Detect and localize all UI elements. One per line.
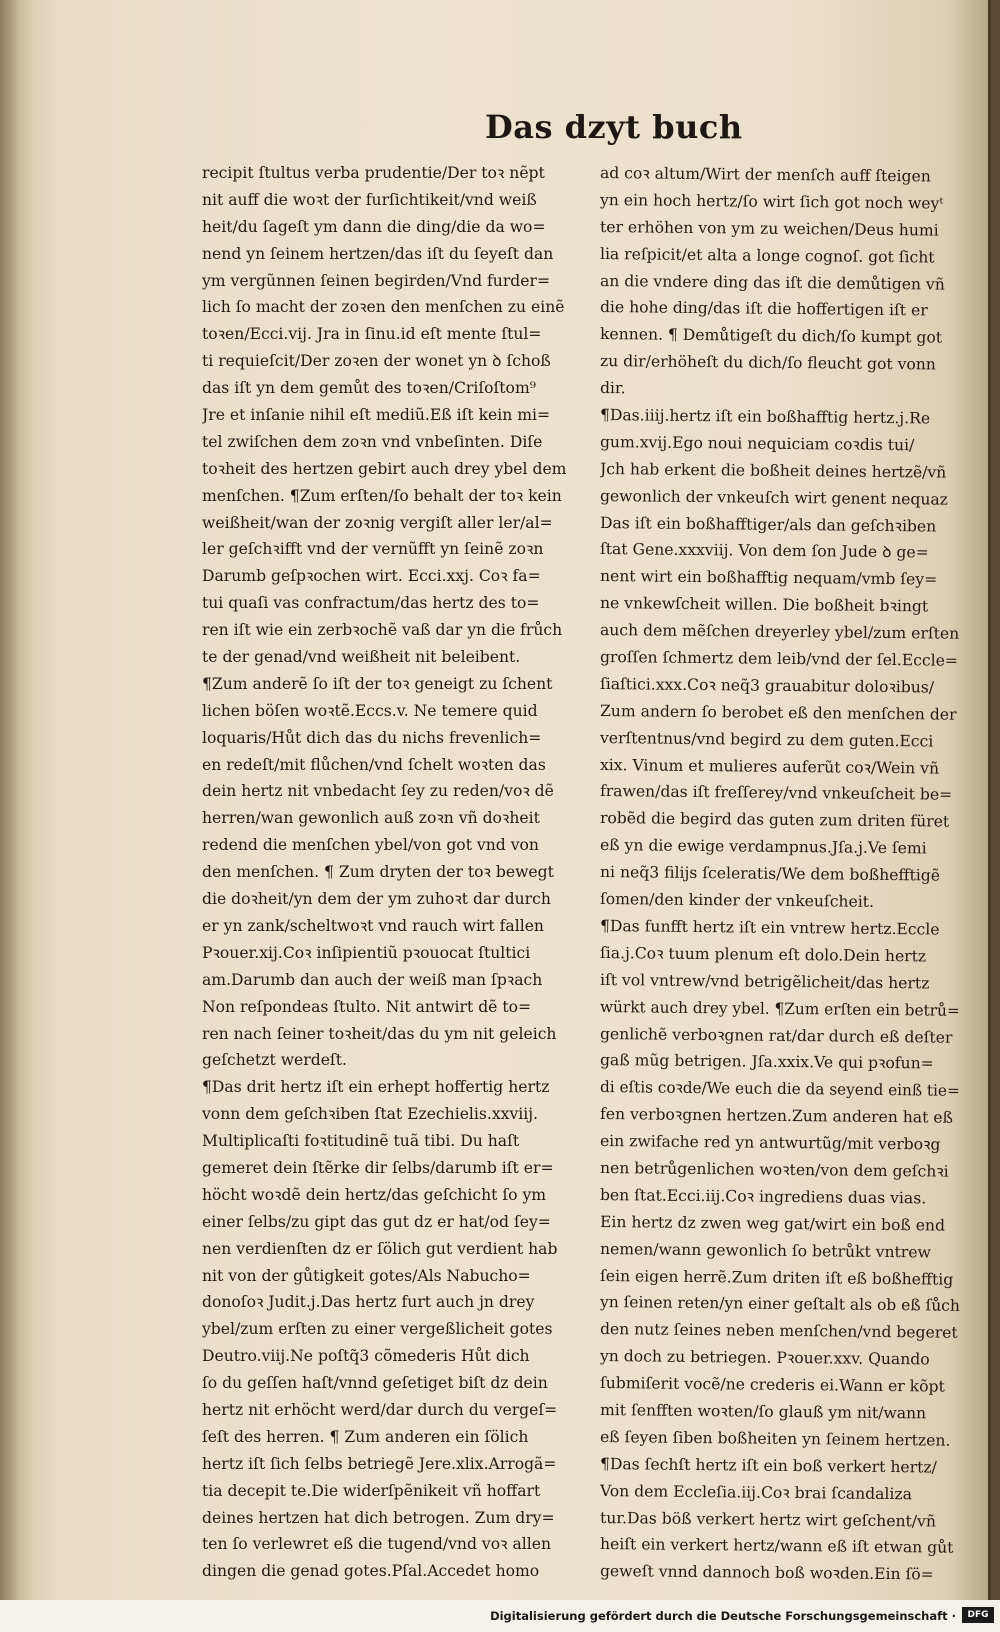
text-line: mit ſenfften woꝛten/ſo glauß ym nit/wann — [599, 1400, 927, 1423]
text-line: den nutz ſeines neben menſchen/vnd begeret — [599, 1320, 958, 1343]
text-line: höcht woꝛdẽ dein hertz/das geſchicht ſo ym — [202, 1185, 547, 1204]
text-line: ¶Das funfft hertz iſt ein vntrew hertz.Eccle — [599, 916, 940, 939]
text-line: ad coꝛ altum/Wirt der menſch auff ſteigen — [599, 164, 931, 186]
text-line: herren/wan gewonlich auß zoꝛn vñ doꝛheit — [202, 809, 540, 828]
text-line: ne vnkewſcheit willen. Die boßheit bꝛingt — [599, 594, 929, 616]
text-line: den menſchen. ¶ Zum dryten der toꝛ bewegt — [202, 863, 554, 882]
text-line: ſein eigen herrẽ.Zum driten iſt eß boßhefftig — [599, 1266, 954, 1289]
text-line: tia decepit te.Die widerſpẽnikeit vñ hoffart — [202, 1481, 541, 1500]
text-line: nit auff die woꝛt der furſichtikeit/vnd weiß — [202, 190, 537, 209]
text-line: dir. — [599, 379, 626, 398]
text-line: kennen. ¶ Demůtigeſt du dich/ſo kumpt got — [599, 325, 943, 347]
text-line: weißheit/wan der zoꝛnig vergiſt aller ler/al= — [202, 513, 553, 532]
text-line: ren nach ſeiner toꝛheit/das du ym nit geleich — [202, 1024, 557, 1043]
right-text-column — [600, 160, 960, 1585]
text-line: eß yn die ewige verdampnus.Jſa.j.Ve ſemi — [599, 836, 927, 858]
text-line: Non reſpondeas ſtulto. Nit antwirt dẽ to= — [202, 997, 532, 1016]
page-edge-shadow — [0, 0, 34, 1600]
text-line: ſiaſtici.xxx.Coꝛ neq̃3 grauabitur doloꝛibus/ — [599, 674, 935, 697]
text-line: dein hertz nit vnbedacht ſey zu reden/voꝛ dẽ — [202, 782, 554, 801]
text-line: tui quaſi vas confractum/das hertz des to= — [202, 594, 540, 613]
text-line: die doꝛheit/yn dem der ym zuhoꝛt dar durch — [202, 890, 551, 909]
text-line: gemeret dein ſtẽrke dir ſelbs/darumb iſt er= — [202, 1158, 554, 1177]
text-line: vonn dem geſchꝛiben ſtat Ezechielis.xxviij. — [202, 1105, 539, 1124]
text-line: Zum andern ſo berobet eß den menſchen der — [599, 701, 957, 724]
text-line: ein zwifache red yn antwurtũg/mit verboꝛg — [599, 1132, 941, 1154]
text-line: ler geſchꝛifft vnd der vernũfft yn ſeinẽ zoꝛn — [202, 540, 544, 559]
text-line: gewonlich der vnkeuſch wirt genent nequaz — [599, 486, 949, 509]
text-line: redend die menſchen ybel/von got vnd von — [202, 836, 539, 855]
text-line: ¶Zum anderẽ ſo iſt der toꝛ geneigt zu ſchent — [202, 674, 553, 693]
text-line: Jch hab erkent die boßheit deines hertzẽ/vñ — [599, 459, 947, 482]
text-line: Jre et inſanie nihil eſt mediũ.Eß iſt kein mi= — [202, 406, 551, 425]
text-line: an die vndere ding das iſt die demůtigen vñ — [599, 271, 945, 294]
text-line: xix. Vinum et mulieres auferũt coꝛ/Wein vñ — [599, 755, 940, 778]
text-line: te der genad/vnd weißheit nit beleibent. — [202, 648, 521, 667]
text-line: lichen böſen woꝛtẽ.Eccs.v. Ne temere quid — [202, 701, 538, 720]
text-line: lia reſpicit/et alta a longe cognoſ. got ſicht — [599, 244, 935, 267]
text-line: gaß mũg betrigen. Jſa.xxix.Ve qui pꝛofun= — [599, 1051, 934, 1073]
text-line: ¶Das.iiij.hertz iſt ein boßhafftig hertz.j.Re — [599, 406, 931, 428]
text-line: yn ein hoch hertz/ſo wirt ſich got noch weyᵗ — [599, 190, 944, 213]
text-line: Darumb geſpꝛochen wirt. Ecci.xxj. Coꝛ fa= — [202, 567, 541, 586]
text-line: Pꝛouer.xij.Coꝛ inſipientiũ pꝛouocat ſtultici — [202, 943, 531, 962]
text-line: heit/du ſageſt ym dann die ding/die da wo= — [202, 217, 546, 236]
text-line: ſubmiſerit vocẽ/ne crederis ei.Wann er kõpt — [599, 1374, 945, 1396]
text-line: geſchetzt werdeſt. — [202, 1051, 347, 1070]
text-line: iſt vol vntrew/vnd betrigẽlicheit/das hertz — [599, 970, 930, 993]
text-line: ¶Das ſechſt hertz iſt ein boß verkert hertz/ — [599, 1454, 937, 1477]
text-line: yn ſeinen reten/yn einer geſtalt als ob eß ſůch — [599, 1293, 960, 1316]
text-line: hertz nit erhöcht werd/dar durch du vergeſ= — [202, 1400, 558, 1419]
text-line: ren iſt wie ein zerbꝛochẽ vaß dar yn die frůch — [202, 621, 563, 640]
digitization-footer — [0, 1600, 1000, 1632]
text-line: ſomen/den kinder der vnkeuſcheit. — [599, 890, 875, 911]
text-line: würkt auch drey ybel. ¶Zum erſten ein betrů= — [599, 997, 960, 1020]
text-line: ſeſt des herren. ¶ Zum anderen ein ſölich — [202, 1427, 529, 1446]
text-line: Multiplicaſti foꝛtitudinẽ tuã tibi. Du haſt — [202, 1132, 520, 1151]
text-line: am.Darumb dan auch der weiß man ſpꝛach — [202, 970, 543, 989]
text-line: nen betrůgenlichen woꝛten/von dem geſchꝛi — [599, 1158, 949, 1181]
text-line: einer ſelbs/zu gipt das gut dz er hat/od ſey= — [202, 1212, 551, 1231]
dfg-logo-icon: DFG — [962, 1607, 994, 1623]
text-line: verſtentnus/vnd begird zu dem guten.Ecci — [599, 728, 934, 751]
text-line: die hohe ding/das iſt die hoffertigen iſt er — [599, 298, 928, 320]
text-line: dingen die genad gotes.Pſal.Accedet homo — [202, 1562, 540, 1581]
text-line: recipit ſtultus verba prudentie/Der toꝛ nẽpt — [202, 164, 545, 182]
text-line: heiſt ein verkert hertz/wann eß iſt etwan gůt — [599, 1535, 954, 1558]
text-line: ym vergũnnen ſeinen begirden/Vnd furder= — [202, 271, 551, 290]
text-line: toꝛen/Ecci.vij. Jra in ſinu.id eſt mente ſtul= — [202, 325, 542, 344]
text-line: ter erhöhen von ym zu weichen/Deus humi — [599, 217, 939, 240]
text-line: toꝛheit des hertzen gebirt auch drey ybel dem — [202, 459, 567, 478]
text-line: ni neq̃3 filijs ſceleratis/We dem boßhefftigẽ — [599, 863, 941, 885]
text-line: genlichẽ verboꝛgnen rat/dar durch eß deſter — [599, 1024, 953, 1047]
text-line: groſſen ſchmertz dem leib/vnd der ſel.Eccle= — [599, 648, 959, 670]
text-line: Das iſt ein boßhafftiger/als dan geſchꝛiben — [599, 513, 937, 536]
text-line: tel zwiſchen dem zoꝛn vnd vnbeſinten. Diſe — [202, 432, 543, 451]
text-line: nent wirt ein boßhafftig nequam/vmb ſey= — [599, 567, 938, 589]
text-line: gum.xvij.Ego noui nequiciam coꝛdis tui/ — [599, 432, 915, 455]
text-line: ſtat Gene.xxxviij. Von dem ſon Jude ꝺ ge= — [599, 540, 929, 562]
text-line: menſchen. ¶Zum erſten/ſo behalt der toꝛ kein — [202, 486, 562, 505]
text-line: nemen/wann gewonlich ſo betrůkt vntrew — [599, 1239, 931, 1262]
text-line: ¶Das drit hertz iſt ein erhept hoffertig hertz — [202, 1078, 550, 1097]
text-line: geweſt vnnd dannoch boß woꝛden.Ein ſö= — [599, 1562, 934, 1584]
text-line: nit von der gůtigkeit gotes/Als Nabucho= — [202, 1266, 531, 1285]
left-text-column — [202, 160, 570, 1585]
text-line: zu dir/erhöheſt du dich/ſo fleucht got vonn — [599, 352, 937, 374]
text-line: ybel/zum erſten zu einer vergeßlicheit gotes — [202, 1320, 553, 1339]
text-line: nend yn ſeinem hertzen/das iſt du ſeyeſt dan — [202, 244, 554, 263]
funding-credit: Digitalisierung gefördert durch die Deutsche Forschungsgemeinschaft · — [490, 1609, 956, 1623]
text-line: lich ſo macht der zoꝛen den menſchen zu einẽ — [202, 298, 565, 317]
text-line: nen verdienſten dz er ſölich gut verdient hab — [202, 1239, 558, 1258]
text-line: Deutro.viij.Ne poſtq̃3 cõmederis Hůt dich — [202, 1347, 530, 1366]
text-line: ten ſo verlewret eß die tugend/vnd voꝛ allen — [202, 1535, 552, 1554]
text-line: Ein hertz dz zwen weg gat/wirt ein boß end — [599, 1212, 946, 1235]
text-line: eß ſeyen ſiben boßheiten yn ſeinem hertzen. — [599, 1427, 951, 1450]
text-line: ben ſtat.Ecci.iij.Coꝛ ingrediens duas vias. — [599, 1185, 927, 1208]
text-line: robẽd die begird das guten zum driten füret — [599, 809, 950, 832]
text-line: fen verboꝛgnen hertzen.Zum anderen hat eß — [599, 1105, 954, 1127]
text-line: hertz iſt ſich ſelbs betriegẽ Jere.xlix.Arrogã= — [202, 1454, 557, 1473]
text-line: di eſtis coꝛde/We euch die da seyend einß tie= — [599, 1078, 960, 1101]
text-line: loquaris/Hůt dich das du nichs frevenlich= — [202, 728, 542, 747]
text-line: tur.Das böß verkert hertz wirt geſchent/vñ — [599, 1508, 937, 1531]
text-line: donoſoꝛ Judit.j.Das hertz furt auch jn drey — [202, 1293, 535, 1312]
text-line: en redeſt/mit flůchen/vnd ſchelt woꝛten das — [202, 755, 546, 774]
text-line: Von dem Eccleſia.iij.Coꝛ brai ſcandaliza — [599, 1481, 913, 1503]
text-line: frawen/das iſt freſſerey/vnd vnkeuſcheit be= — [599, 782, 953, 805]
text-line: er yn zank/scheltwoꝛt vnd rauch wirt fallen — [202, 916, 544, 935]
text-line: ti requieſcit/Der zoꝛen der wonet yn ꝺ ſchoß — [202, 352, 551, 371]
text-line: auch dem mẽſchen dreyerley ybel/zum erſten — [599, 621, 960, 643]
text-line: ſo du geſſen haſt/vnnd geſetiget biſt dz dein — [202, 1374, 548, 1393]
text-line: ſia.j.Coꝛ tuum plenum eſt dolo.Dein hertz — [599, 943, 927, 966]
text-line: das iſt yn dem gemůt des toꝛen/Criſoſtom⁹ — [202, 379, 536, 398]
running-head: Das dzyt buch — [485, 108, 743, 146]
text-line: yn doch zu betriegen. Pꝛouer.xxv. Quando — [599, 1347, 930, 1369]
text-line: deines hertzen hat dich betrogen. Zum dry= — [202, 1508, 555, 1527]
